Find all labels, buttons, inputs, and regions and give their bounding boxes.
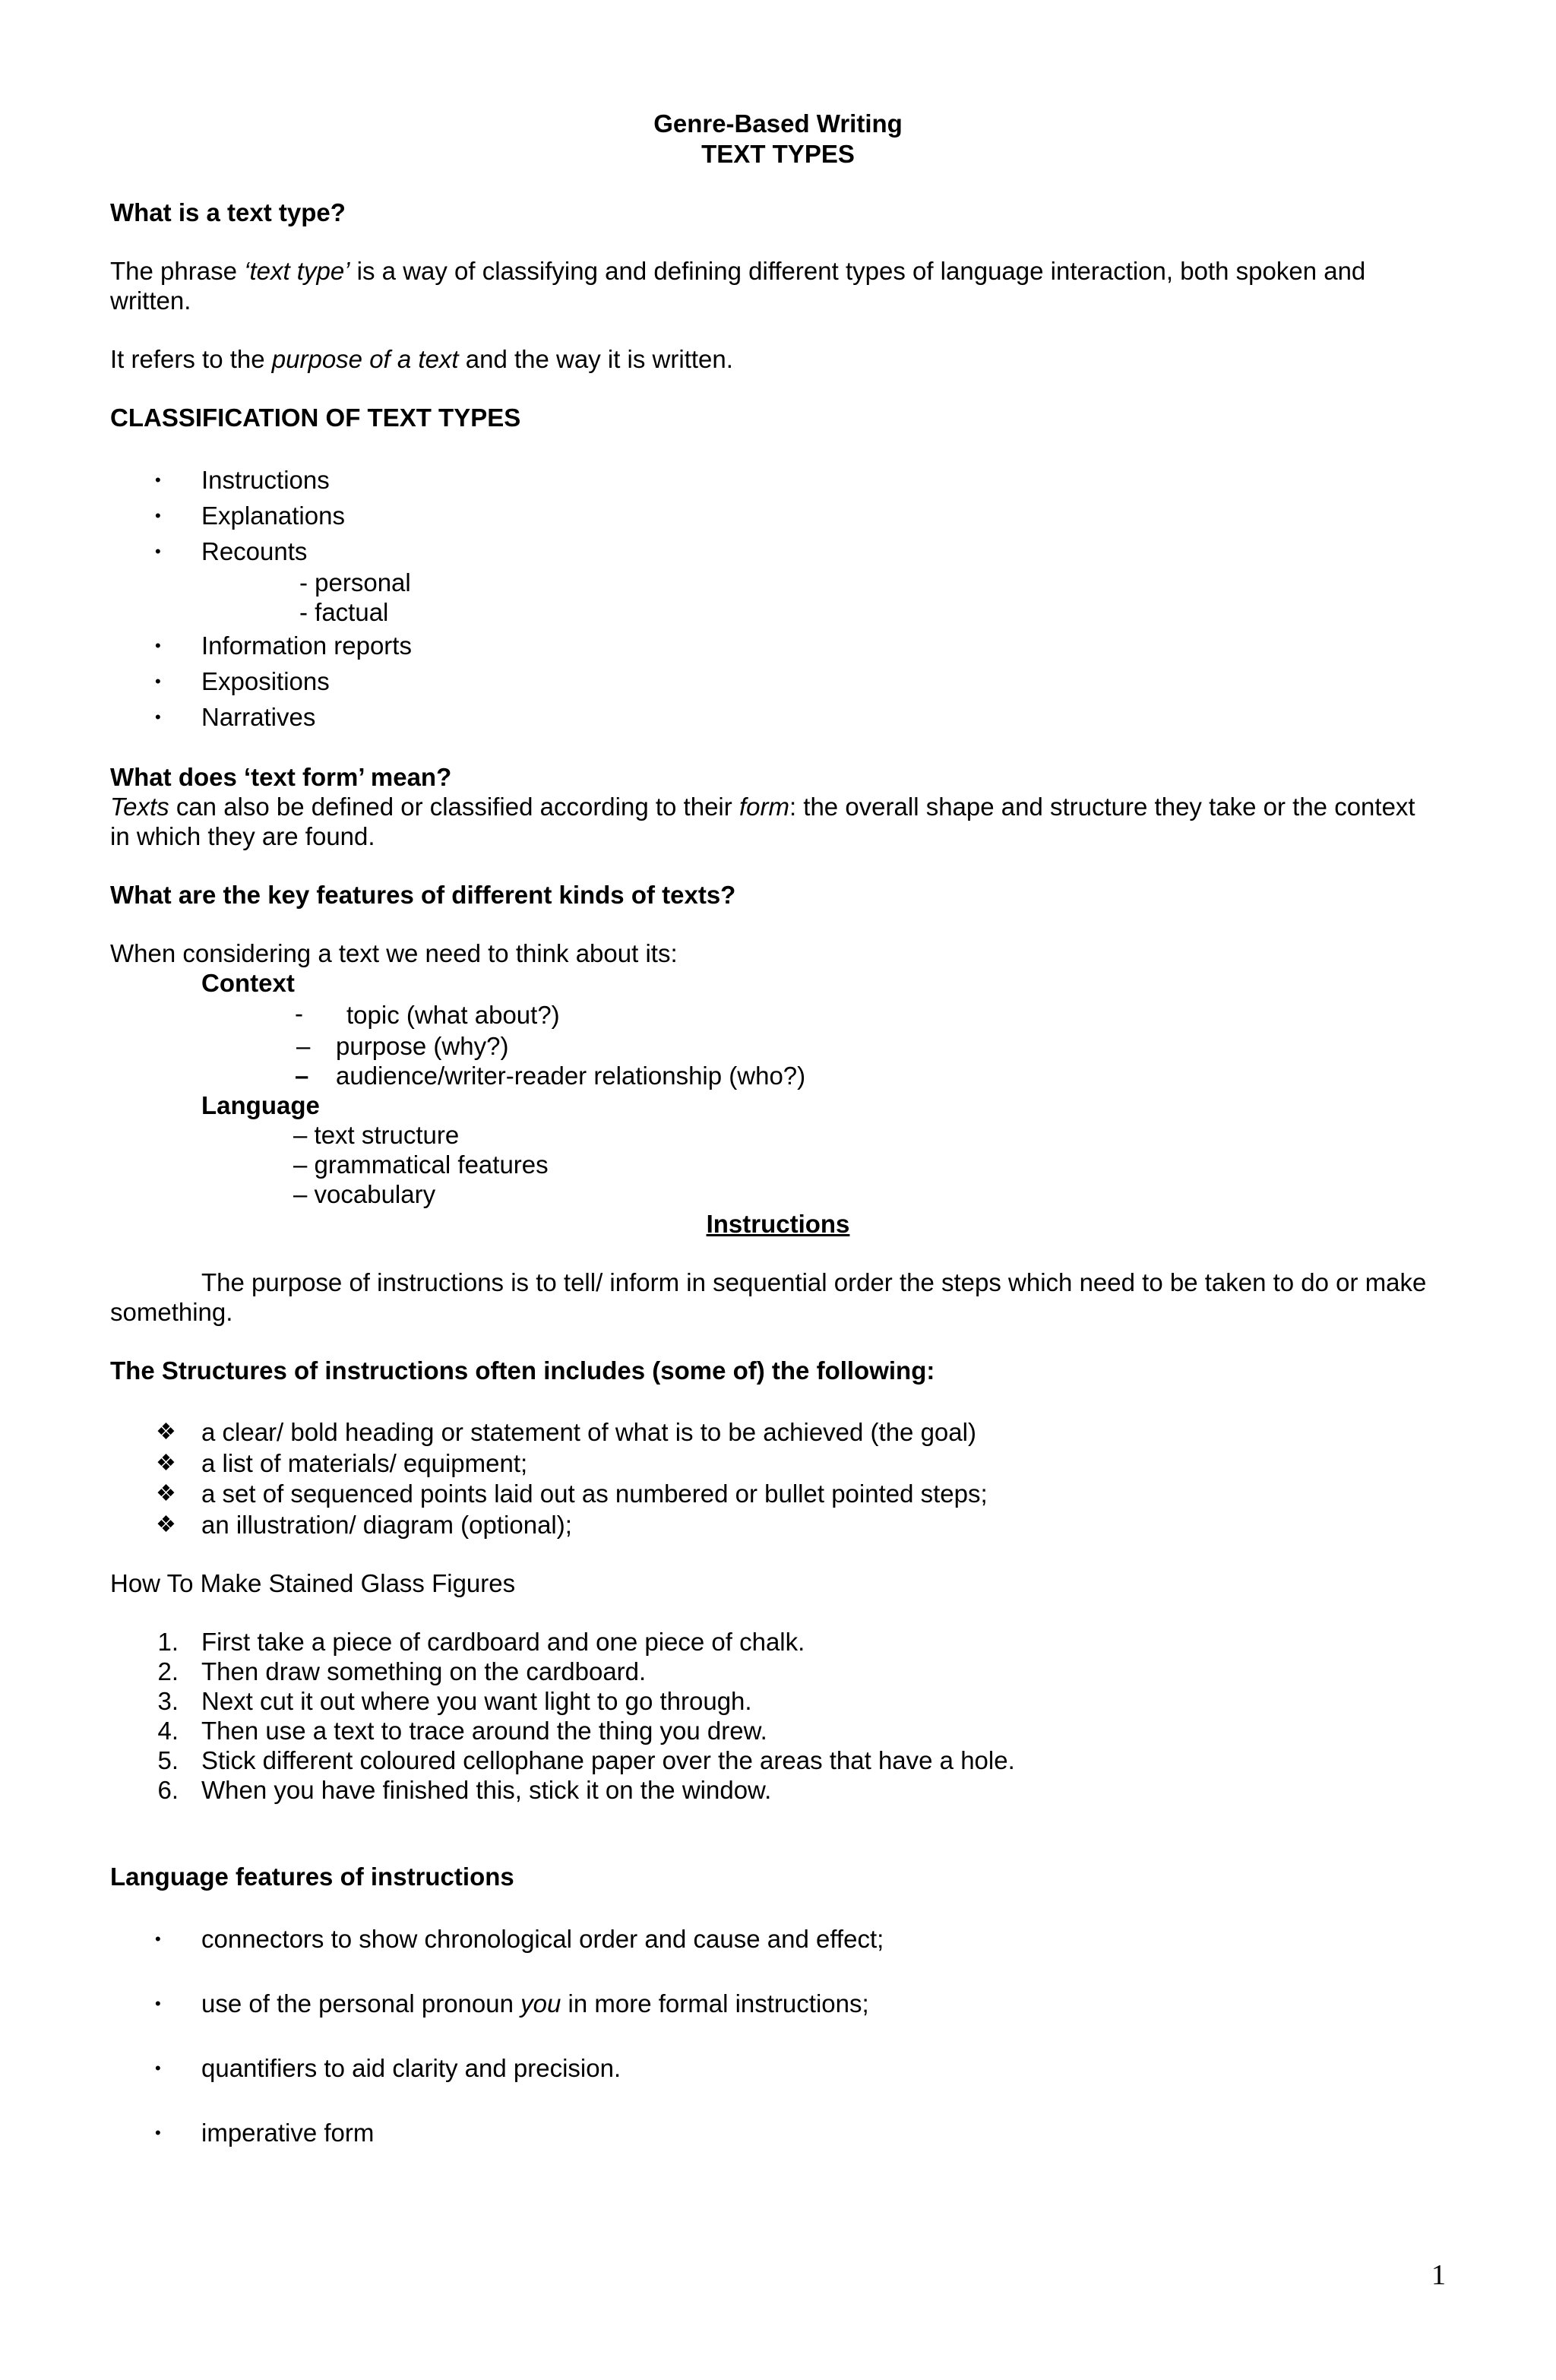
list-item: Next cut it out where you want light to go through.: [201, 1687, 752, 1715]
list-item: Stick different coloured cellophane paper over the areas that have a hole.: [201, 1746, 1015, 1774]
paragraph-text-type-definition-cont: written.: [110, 286, 191, 315]
example-title: How To Make Stained Glass Figures: [110, 1569, 516, 1597]
list-item: Expositions: [201, 667, 330, 695]
list-item: Then use a text to trace around the thing you drew.: [201, 1717, 767, 1745]
list-item: – vocabulary: [293, 1180, 436, 1208]
list-item: Instructions: [201, 466, 330, 494]
list-item: Recounts: [201, 537, 308, 565]
step-number: 6.: [157, 1776, 179, 1804]
bullet-icon: •: [155, 2123, 161, 2142]
step-number: 5.: [157, 1746, 179, 1774]
paragraph-instructions-purpose-cont: something.: [110, 1298, 233, 1326]
paragraph-text-type-definition: The phrase ‘text type’ is a way of classifying and defining different types of language interaction, both spoken and: [110, 257, 1366, 285]
bullet-icon: •: [155, 636, 161, 655]
sub-list-item: - personal: [299, 568, 411, 597]
paragraph-text-form-cont: in which they are found.: [110, 822, 375, 850]
paragraph-instructions-purpose: The purpose of instructions is to tell/ inform in sequential order the steps which need to be taken to do or make: [201, 1268, 1427, 1296]
bullet-icon: •: [155, 542, 161, 561]
list-item: imperative form: [201, 2119, 375, 2147]
question-text-type: What is a text type?: [110, 198, 346, 226]
dash-marker: -: [295, 999, 303, 1027]
instructions-heading: Instructions: [706, 1210, 850, 1238]
paragraph-text-form: Texts can also be defined or classified according to their form: the overall shape and structure they take or the context: [110, 793, 1415, 821]
paragraph-purpose: It refers to the purpose of a text and the way it is written.: [110, 345, 733, 373]
language-features-heading: Language features of instructions: [110, 1863, 514, 1891]
list-item: quantifiers to aid clarity and precision.: [201, 2054, 621, 2082]
list-item: Information reports: [201, 631, 412, 660]
bullet-icon: •: [155, 506, 161, 525]
bullet-icon: •: [155, 2059, 161, 2078]
list-item: an illustration/ diagram (optional);: [201, 1511, 572, 1539]
list-item: First take a piece of cardboard and one piece of chalk.: [201, 1628, 805, 1656]
document-title: Genre-Based Writing: [653, 109, 903, 138]
bullet-icon: •: [155, 470, 161, 489]
list-item: connectors to show chronological order and cause and effect;: [201, 1925, 884, 1953]
bullet-icon: •: [155, 707, 161, 726]
question-key-features: What are the key features of different kinds of texts?: [110, 881, 736, 909]
list-item: – text structure: [293, 1121, 460, 1149]
step-number: 4.: [157, 1717, 179, 1745]
bullet-icon: •: [155, 672, 161, 691]
step-number: 3.: [157, 1687, 179, 1715]
list-item: topic (what about?): [346, 1001, 560, 1029]
list-item: Narratives: [201, 703, 316, 731]
list-item: – grammatical features: [293, 1150, 549, 1179]
diamond-bullet-icon: ❖: [156, 1419, 176, 1445]
step-number: 1.: [157, 1628, 179, 1656]
question-text-form: What does ‘text form’ mean?: [110, 763, 452, 791]
diamond-bullet-icon: ❖: [156, 1512, 176, 1537]
bullet-icon: •: [155, 1929, 161, 1948]
list-item: audience/writer-reader relationship (who?): [336, 1062, 806, 1090]
sub-list-item: - factual: [299, 598, 389, 626]
list-item: a clear/ bold heading or statement of what is to be achieved (the goal): [201, 1418, 976, 1446]
list-item: purpose (why?): [336, 1032, 509, 1060]
diamond-bullet-icon: ❖: [156, 1451, 176, 1476]
structures-heading: The Structures of instructions often includes (some of) the following:: [110, 1356, 935, 1385]
step-number: 2.: [157, 1657, 179, 1685]
paragraph-considering: When considering a text we need to think about its:: [110, 939, 678, 967]
list-item: When you have finished this, stick it on the window.: [201, 1776, 772, 1804]
page-number: 1: [1431, 2259, 1446, 2291]
dash-marker: –: [295, 1062, 309, 1090]
language-heading: Language: [201, 1091, 320, 1119]
list-item: Explanations: [201, 502, 345, 530]
document-subtitle: TEXT TYPES: [701, 140, 855, 168]
classification-heading: CLASSIFICATION OF TEXT TYPES: [110, 404, 521, 432]
list-item: a set of sequenced points laid out as numbered or bullet pointed steps;: [201, 1480, 988, 1508]
diamond-bullet-icon: ❖: [156, 1481, 176, 1506]
list-item: use of the personal pronoun you in more formal instructions;: [201, 1989, 869, 2018]
context-heading: Context: [201, 969, 295, 997]
bullet-icon: •: [155, 1994, 161, 2013]
dash-marker: –: [296, 1032, 311, 1060]
list-item: a list of materials/ equipment;: [201, 1449, 528, 1477]
list-item: Then draw something on the cardboard.: [201, 1657, 647, 1685]
